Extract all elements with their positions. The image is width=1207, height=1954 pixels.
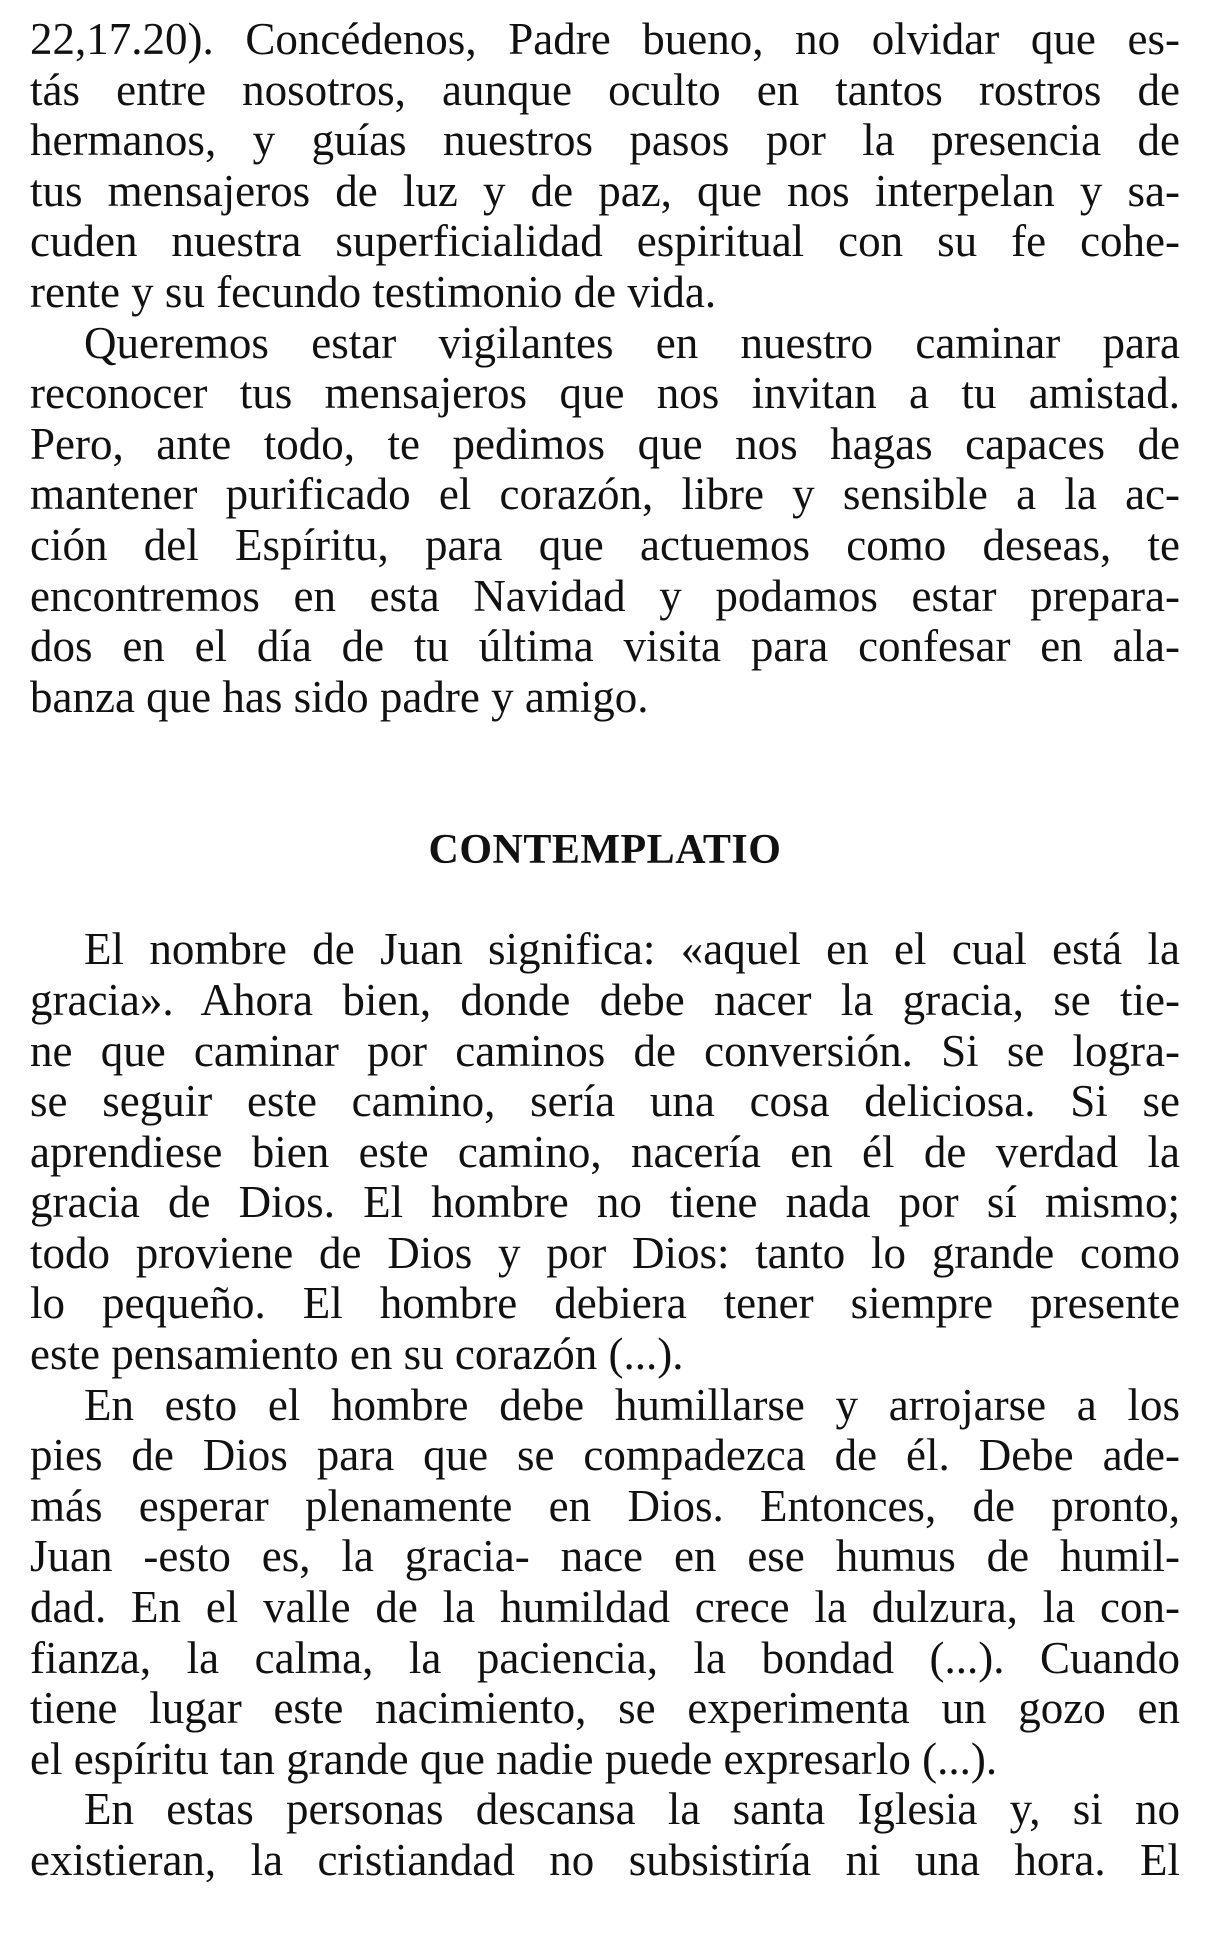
- text-line: pies de Dios para que se compadezca de él. Debe ade-: [30, 1430, 1180, 1481]
- document-page: [30, 14, 1180, 1886]
- text-line: mantener purificado el corazón, libre y sensible a la ac-: [30, 469, 1180, 520]
- section-heading: CONTEMPLATIO: [428, 827, 782, 874]
- text-line: se seguir este camino, sería una cosa deliciosa. Si se: [30, 1076, 1180, 1127]
- text-line: Pero, ante todo, te pedimos que nos hagas capaces de: [30, 418, 1180, 469]
- section-spacer: [30, 722, 1180, 825]
- text-line: reconocer tus mensajeros que nos invitan a tu amistad.: [30, 368, 1180, 419]
- text-line: ción del Espíritu, para que actuemos como deseas, te: [30, 519, 1180, 570]
- text-line: más esperar plenamente en Dios. Entonces, de pronto,: [30, 1480, 1180, 1531]
- text-line: este pensamiento en su corazón (...).: [30, 1329, 684, 1380]
- text-block-before-heading: [30, 14, 1180, 722]
- text-line: Queremos estar vigilantes en nuestro caminar para: [84, 317, 1180, 368]
- text-line: ne que caminar por caminos de conversión. Si se logra-: [30, 1025, 1180, 1076]
- text-line: tus mensajeros de luz y de paz, que nos interpelan y sa-: [30, 165, 1180, 216]
- text-line: En esto el hombre debe humillarse y arrojarse a los: [84, 1379, 1180, 1430]
- paragraph: [30, 318, 1180, 723]
- paragraph: [30, 924, 1180, 1379]
- text-line: tás entre nosotros, aunque oculto en tantos rostros de: [30, 64, 1180, 115]
- text-line: aprendiese bien este camino, nacería en él de verdad la: [30, 1126, 1180, 1177]
- text-line: El nombre de Juan significa: «aquel en el cual está la: [84, 924, 1180, 975]
- text-line: lo pequeño. El hombre debiera tener siempre presente: [30, 1278, 1180, 1329]
- text-line: todo proviene de Dios y por Dios: tanto lo grande como: [30, 1227, 1180, 1278]
- paragraph: [30, 14, 1180, 318]
- text-line: Juan -esto es, la gracia- nace en ese humus de humil-: [30, 1531, 1180, 1582]
- text-line: hermanos, y guías nuestros pasos por la presencia de: [30, 115, 1180, 166]
- text-line: En estas personas descansa la santa Iglesia y, si no: [84, 1784, 1180, 1835]
- text-line: tiene lugar este nacimiento, se experimenta un gozo en: [30, 1683, 1180, 1734]
- text-line: fianza, la calma, la paciencia, la bondad (...). Cuando: [30, 1632, 1180, 1683]
- paragraph: [30, 1380, 1180, 1785]
- text-line: rente y su fecundo testimonio de vida.: [30, 266, 717, 317]
- text-line: existieran, la cristiandad no subsistiría ni una hora. El: [30, 1835, 1180, 1885]
- text-line: encontremos en esta Navidad y podamos estar prepara-: [30, 570, 1180, 621]
- text-line: dos en el día de tu última visita para confesar en ala-: [30, 621, 1180, 672]
- text-line: gracia de Dios. El hombre no tiene nada por sí mismo;: [30, 1177, 1180, 1228]
- text-line: banza que has sido padre y amigo.: [30, 671, 649, 722]
- text-line: gracia». Ahora bien, donde debe nacer la gracia, se tie-: [30, 974, 1180, 1025]
- text-line: el espíritu tan grande que nadie puede expresarlo (...).: [30, 1733, 998, 1784]
- text-line: cuden nuestra superficialidad espiritual con su fe cohe-: [30, 216, 1180, 267]
- paragraph: [30, 1784, 1180, 1885]
- text-line: 22,17.20). Concédenos, Padre bueno, no olvidar que es-: [30, 14, 1180, 64]
- text-line: dad. En el valle de la humildad crece la dulzura, la con-: [30, 1582, 1180, 1633]
- text-block-after-heading: [30, 924, 1180, 1885]
